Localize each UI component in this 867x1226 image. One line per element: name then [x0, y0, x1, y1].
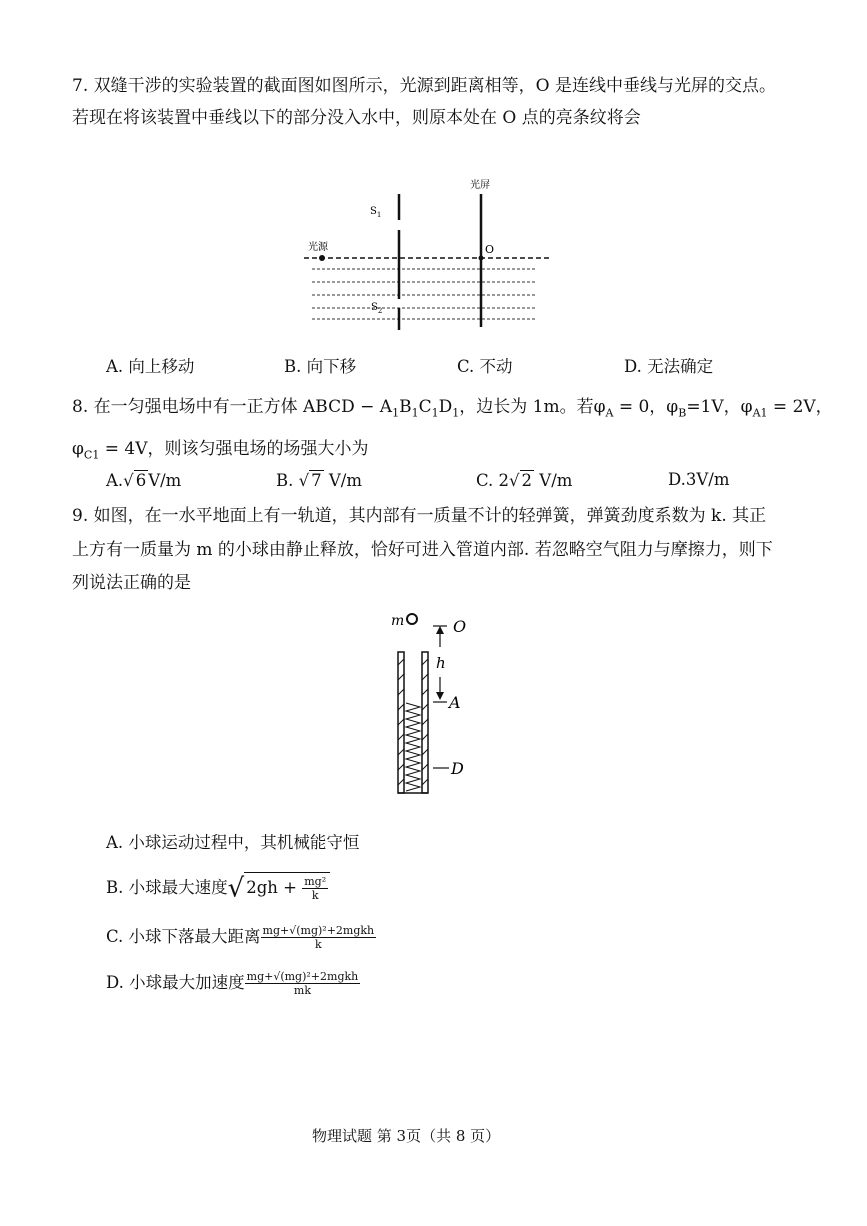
spring — [406, 703, 420, 791]
screen-label: 光屏 — [470, 180, 490, 191]
q9-option-a: A. 小球运动过程中，其机械能守恒 — [106, 833, 360, 852]
q9-option-d: D. 小球最大加速度 $\frac{\text{mg+√(mg)²+2mgkh}}{mk}$ — [106, 970, 359, 997]
h-label: h — [436, 654, 446, 672]
s1-label: $S_1$ — [370, 206, 382, 219]
q8-option-d: D.3V/m — [668, 470, 730, 489]
page-footer: 物理试题 第 3页（共 8 页） — [312, 1127, 501, 1145]
o-point-dot — [479, 256, 484, 261]
q8-stem-line1: 8. 在一匀强电场中有一正方体 ABCD − $A_1B_1C_1D_1$，边长为 1m。若$\varphi_A = 0$，$\varphi_B=1V$，$\varphi_{A1} = 2V$， — [72, 397, 833, 420]
water-lines — [312, 269, 536, 319]
q7-stem-line1: 7. 双缝干涉的实验装置的截面图如图所示，光源到距离相等，O 是连线中垂线与光屏的交点。 — [72, 76, 776, 96]
light-source-dot — [319, 255, 325, 261]
m-label: m — [391, 613, 405, 629]
q9-spring-tube-figure — [385, 605, 485, 805]
tube — [398, 652, 428, 793]
q7-double-slit-figure — [298, 172, 568, 342]
q9-option-b: B. 小球最大速度√ 2gh + $\frac{\text{mg²}}{k}$ — [106, 872, 330, 904]
q7-stem-line2: 若现在将该装置中垂线以下的部分没入水中，则原本处在 O 点的亮条纹将会 — [72, 108, 641, 128]
q9-stem-line1: 9. 如图，在一水平地面上有一轨道，其内部有一质量不计的轻弹簧，弹簧劲度系数为 k. 其正 — [72, 506, 767, 526]
q8-option-b: B. √ 7 V/m — [276, 471, 363, 490]
o-label: O — [485, 243, 495, 256]
q9-stem-line2: 上方有一质量为 m 的小球由静止释放，恰好可进入管道内部. 若忽略空气阻力与摩擦力，则下 — [72, 540, 773, 560]
q8-stem-line2: $\varphi_{C1} = 4V$，则该匀强电场的场强大小为 — [72, 439, 369, 462]
q8-option-a: A.√ 6 V/m — [106, 471, 182, 490]
q8-option-c: C. 2√ 2 V/m — [476, 471, 573, 490]
q7-option-b: B. 向下移 — [284, 357, 357, 376]
d-label: D — [451, 759, 464, 778]
q9-option-c: C. 小球下落最大距离 $\frac{\text{mg+√(mg)²+2mgkh}}{k}$ — [106, 924, 375, 951]
source-label: 光源 — [308, 242, 328, 253]
q9-stem-line3: 列说法正确的是 — [72, 573, 191, 593]
ball — [407, 614, 417, 624]
s2-label: $S_2$ — [371, 302, 383, 315]
q7-option-d: D. 无法确定 — [624, 357, 714, 376]
q7-option-a: A. 向上移动 — [106, 357, 195, 376]
o-label: O — [453, 617, 467, 636]
q7-option-c: C. 不动 — [457, 357, 513, 376]
a-label: A — [449, 693, 461, 712]
